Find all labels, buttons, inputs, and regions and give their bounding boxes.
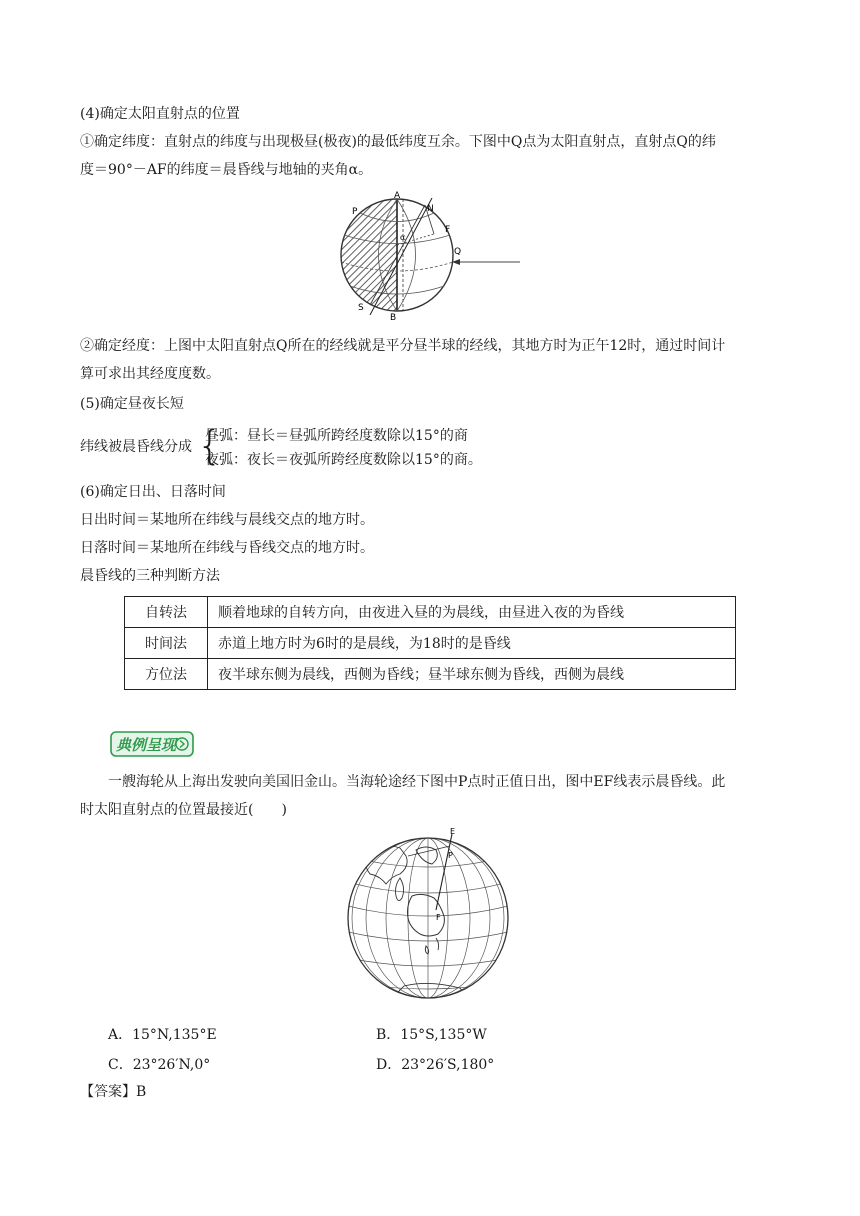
option-a: A．15°N,135°E	[108, 1027, 217, 1043]
method-name: 自转法	[125, 597, 208, 628]
section4-p2-line1: ②确定经度：上图中太阳直射点Q所在的经线就是平分昼半球的经线，其地方时为正午12时，通过时间计	[80, 338, 726, 354]
option-d: D．23°26′S,180°	[376, 1057, 495, 1073]
table-row	[125, 659, 736, 690]
method-desc: 顺着地球的自转方向，由夜进入昼的为晨线，由昼进入夜的为昏线	[208, 597, 736, 628]
figure-solar-point-diagram	[330, 190, 530, 320]
method-desc: 赤道上地方时为6时的是晨线，为18时的是昏线	[208, 628, 736, 659]
section4-p2-line2: 算可求出其经度度数。	[80, 366, 220, 382]
table-row	[125, 597, 736, 628]
label-s: S	[358, 303, 364, 313]
option-c: C．23°26′N,0°	[108, 1057, 211, 1073]
label-a: A	[394, 191, 401, 201]
label-f2: F	[436, 913, 441, 922]
section6-title: (6)确定日出、日落时间	[80, 484, 226, 500]
question-line2: 时太阳直射点的位置最接近( )	[80, 802, 287, 818]
label-f: F	[445, 225, 451, 235]
label-alpha: α	[400, 233, 406, 242]
label-e: E	[450, 827, 456, 836]
night-arc-text: 夜弧：夜长＝夜弧所跨经度数除以15°的商。	[205, 452, 482, 468]
example-banner	[110, 731, 194, 757]
section4-title: (4)确定太阳直射点的位置	[80, 106, 240, 122]
methods-title: 晨昏线的三种判断方法	[80, 568, 220, 584]
sunset-text: 日落时间＝某地所在纬线与昏线交点的地方时。	[80, 540, 374, 556]
curly-brace-icon: {	[197, 423, 223, 469]
banner-text: 典例呈现	[116, 736, 177, 754]
section4-p1-line1: ①确定纬度：直射点的纬度与出现极昼(极夜)的最低纬度互余。下图中Q点为太阳直射点，直射点Q的纬	[80, 134, 716, 150]
question-line1: 一艘海轮从上海出发驶向美国旧金山。当海轮途经下图中P点时正值日出，图中EF线表示晨昏线。此	[108, 774, 726, 790]
label-p2: P	[448, 851, 453, 860]
section5-title: (5)确定昼夜长短	[80, 396, 184, 412]
answer-text: 【答案】B	[80, 1084, 147, 1100]
label-p: P	[352, 207, 358, 217]
brace-lead-text: 纬线被晨昏线分成	[80, 439, 192, 455]
label-q: Q	[454, 247, 462, 257]
label-n: N	[427, 204, 434, 214]
method-name: 时间法	[125, 628, 208, 659]
label-b: B	[390, 313, 397, 320]
method-desc: 夜半球东侧为晨线，西侧为昏线；昼半球东侧为昏线，西侧为晨线	[208, 659, 736, 690]
method-name: 方位法	[125, 659, 208, 690]
table-row	[125, 628, 736, 659]
sunrise-text: 日出时间＝某地所在纬线与晨线交点的地方时。	[80, 512, 374, 528]
methods-table	[124, 596, 736, 690]
figure-globe-map	[340, 826, 516, 1006]
option-b: B．15°S,135°W	[376, 1027, 487, 1043]
day-arc-text: 昼弧：昼长＝昼弧所跨经度数除以15°的商	[205, 428, 468, 444]
section4-p1-line2: 度＝90°－AF的纬度＝晨昏线与地轴的夹角α。	[80, 162, 373, 178]
